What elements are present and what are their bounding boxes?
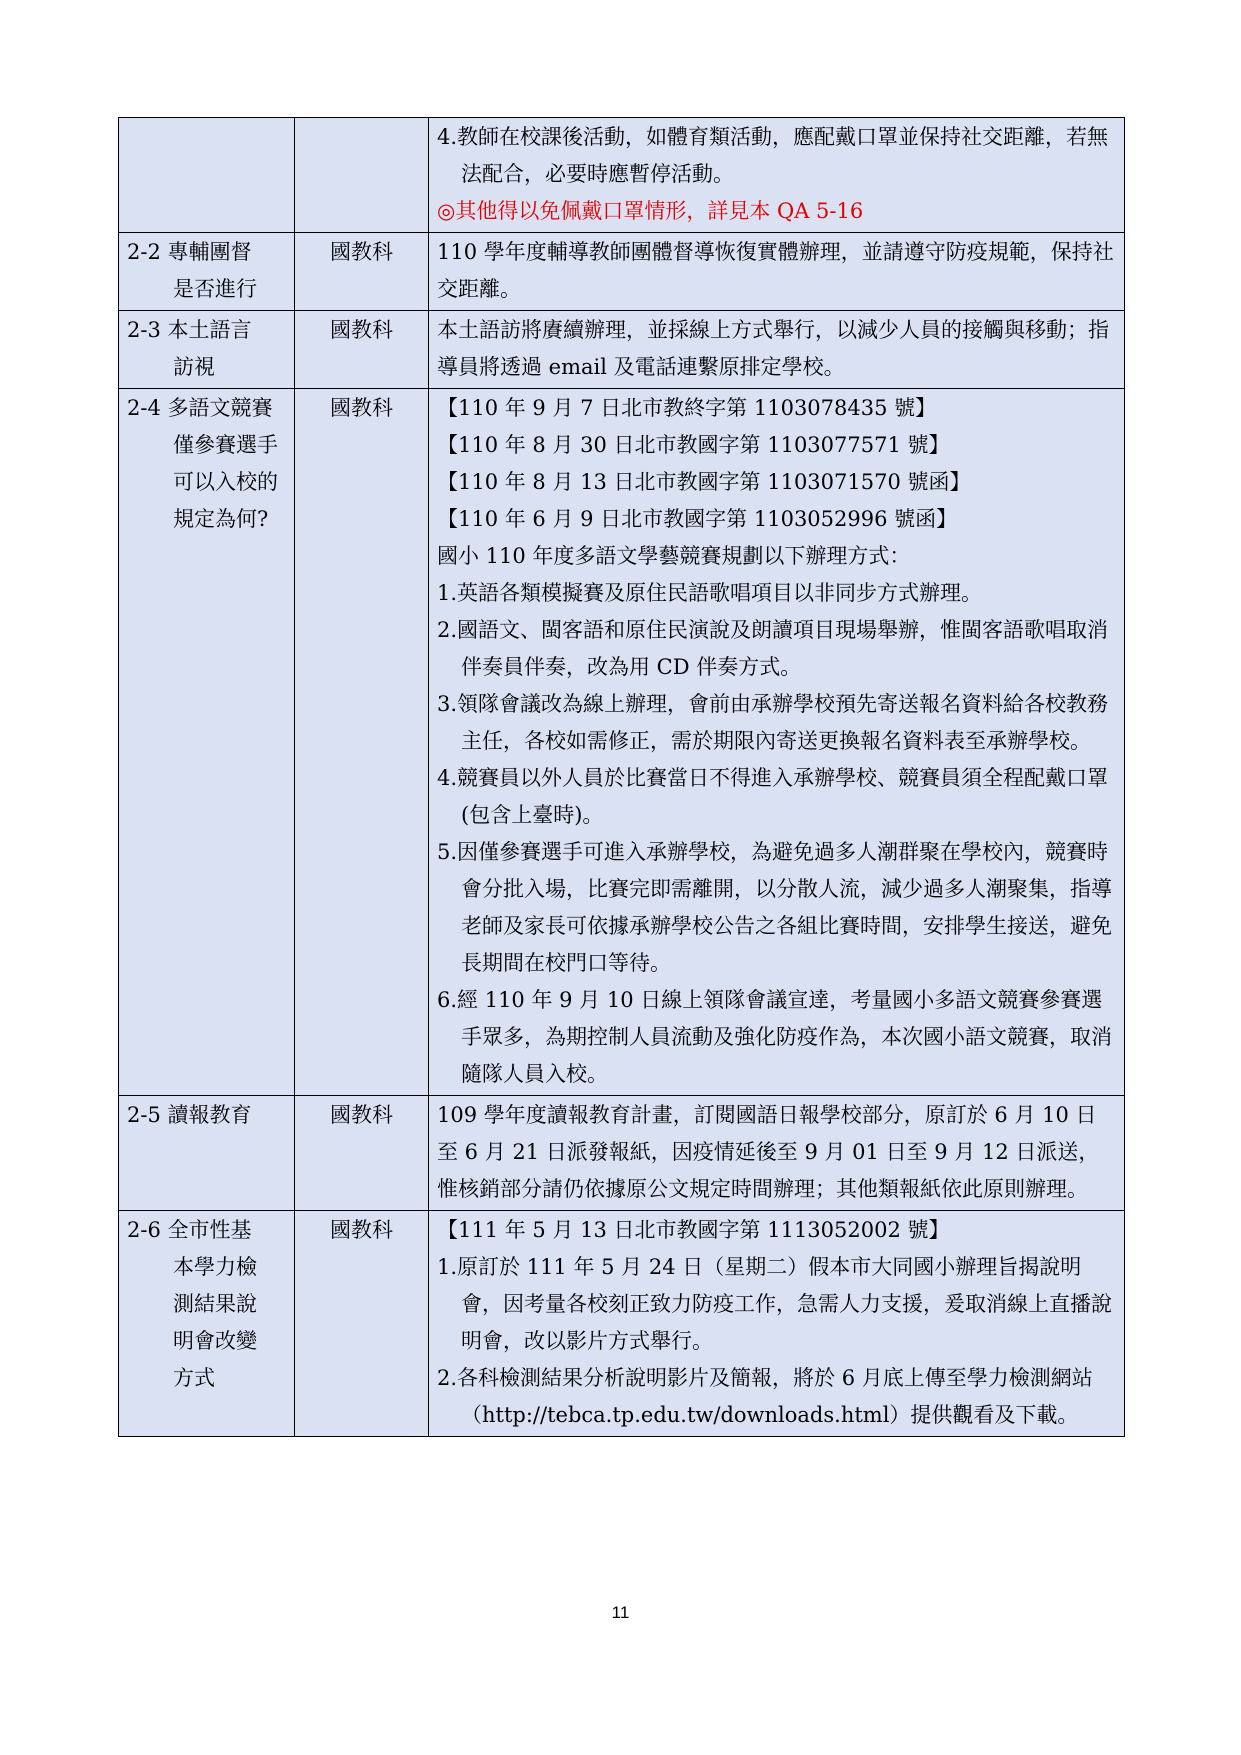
topic-title-cont: 測結果說 [173,1292,257,1316]
page-number: 11 [611,1603,630,1622]
list-item: 4.教師在校課後活動，如體育類活動，應配戴口罩並保持社交距離，若無法配合，必要時應暫停活動。 [437,125,1109,186]
topic-title-cont: 訪視 [173,355,215,379]
paragraph: 110 學年度輔導教師團體督導恢復實體辦理，並請遵守防疫規範，保持社交距離。 [437,240,1114,301]
topic-title: 2-2 專輔團督 [127,240,252,264]
answer-cell [429,1211,1125,1437]
table-row [119,1211,1125,1437]
paragraph: 國小 110 年度多語文學藝競賽規劃以下辦理方式： [437,544,911,568]
table-row [119,311,1125,389]
table-row [119,389,1125,1096]
paragraph: 【110 年 9 月 7 日北市教終字第 1103078435 號】 [437,396,937,420]
topic-title-cont: 明會改變 [173,1329,257,1353]
list-item: 6.經 110 年 9 月 10 日線上領隊會議宣達，考量國小多語文競賽參賽選手眾多，為期控制人員流動及強化防疫作為，本次國小語文競賽，取消隨隊人員入校。 [437,988,1112,1086]
department-cell: 國教科 [295,1096,429,1211]
topic-title-cont: 是否進行 [173,277,257,301]
table-row [119,118,1125,233]
list-item: 4.競賽員以外人員於比賽當日不得進入承辦學校、競賽員須全程配戴口罩(包含上臺時)。 [437,766,1109,827]
list-item: 2.各科檢測結果分析說明影片及簡報，將於 6 月底上傳至學力檢測網站（http://tebca.tp.edu.tw/downloads.html）提供觀看及下載。 [437,1366,1093,1427]
department-cell: 國教科 [295,311,429,389]
table-row [119,1096,1125,1211]
paragraph: 本土語訪將賡續辦理，並採線上方式舉行，以減少人員的接觸與移動；指導員將透過 email 及電話連繫原排定學校。 [437,318,1109,379]
topic-title: 2-3 本土語言 [127,318,252,342]
answer-cell [429,311,1125,389]
list-item: 3.領隊會議改為線上辦理，會前由承辦學校預先寄送報名資料給各校教務主任，各校如需修正，需於期限內寄送更換報名資料表至承辦學校。 [437,692,1109,753]
topic-title-cont: 方式 [173,1366,215,1390]
topic-title-cont: 可以入校的 [173,470,278,494]
paragraph: 【110 年 8 月 30 日北市教國字第 1103077571 號】 [437,433,950,457]
qa-table-body [119,118,1125,1437]
highlight-note: ◎其他得以免佩戴口罩情形，詳見本 QA 5-16 [437,199,864,223]
table-row [119,233,1125,311]
topic-cell [119,1096,295,1211]
qa-table [118,117,1125,1437]
paragraph: 【111 年 5 月 13 日北市教國字第 1113052002 號】 [437,1218,950,1242]
answer-cell [429,118,1125,233]
topic-cell [119,1211,295,1437]
paragraph: 【110 年 6 月 9 日北市教國字第 1103052996 號函】 [437,507,958,531]
department-cell: 國教科 [295,1211,429,1437]
department-cell: 國教科 [295,389,429,1096]
topic-cell [119,389,295,1096]
list-item: 2.國語文、閩客語和原住民演說及朗讀項目現場舉辦，惟閩客語歌唱取消伴奏員伴奏，改為用 CD 伴奏方式。 [437,618,1109,679]
paragraph: 【110 年 8 月 13 日北市教國字第 1103071570 號函】 [437,470,971,494]
topic-title: 2-5 讀報教育 [127,1103,252,1127]
topic-title-cont: 規定為何? [173,507,269,531]
answer-cell [429,389,1125,1096]
topic-cell [119,233,295,311]
answer-cell [429,233,1125,311]
paragraph: 109 學年度讀報教育計畫，訂閱國語日報學校部分，原訂於 6 月 10 日至 6 月 21 日派發報紙，因疫情延後至 9 月 01 日至 9 月 12 日派送，惟核銷部分請仍依據原公文規定時間辦理；其他類報紙依此原則辦理。 [437,1103,1100,1201]
topic-title: 2-4 多語文競賽 [127,396,273,420]
topic-cell [119,118,295,233]
answer-cell [429,1096,1125,1211]
list-item: 1.原訂於 111 年 5 月 24 日（星期二）假本市大同國小辦理旨揭說明會，因考量各校刻正致力防疫工作，急需人力支援，爰取消線上直播說明會，改以影片方式舉行。 [437,1255,1112,1353]
topic-title-cont: 本學力檢 [173,1255,257,1279]
department-cell: 國教科 [295,233,429,311]
department-cell [295,118,429,233]
list-item: 5.因僅參賽選手可進入承辦學校，為避免過多人潮群聚在學校內，競賽時會分批入場，比賽完即需離開，以分散人流，減少過多人潮聚集，指導老師及家長可依據承辦學校公告之各組比賽時間，安排學生接送，避免長期間在校門口等待。 [437,840,1112,975]
topic-cell [119,311,295,389]
topic-title: 2-6 全市性基 [127,1218,252,1242]
topic-title-cont: 僅參賽選手 [173,433,278,457]
list-item: 1.英語各類模擬賽及原住民語歌唱項目以非同步方式辦理。 [437,581,983,605]
